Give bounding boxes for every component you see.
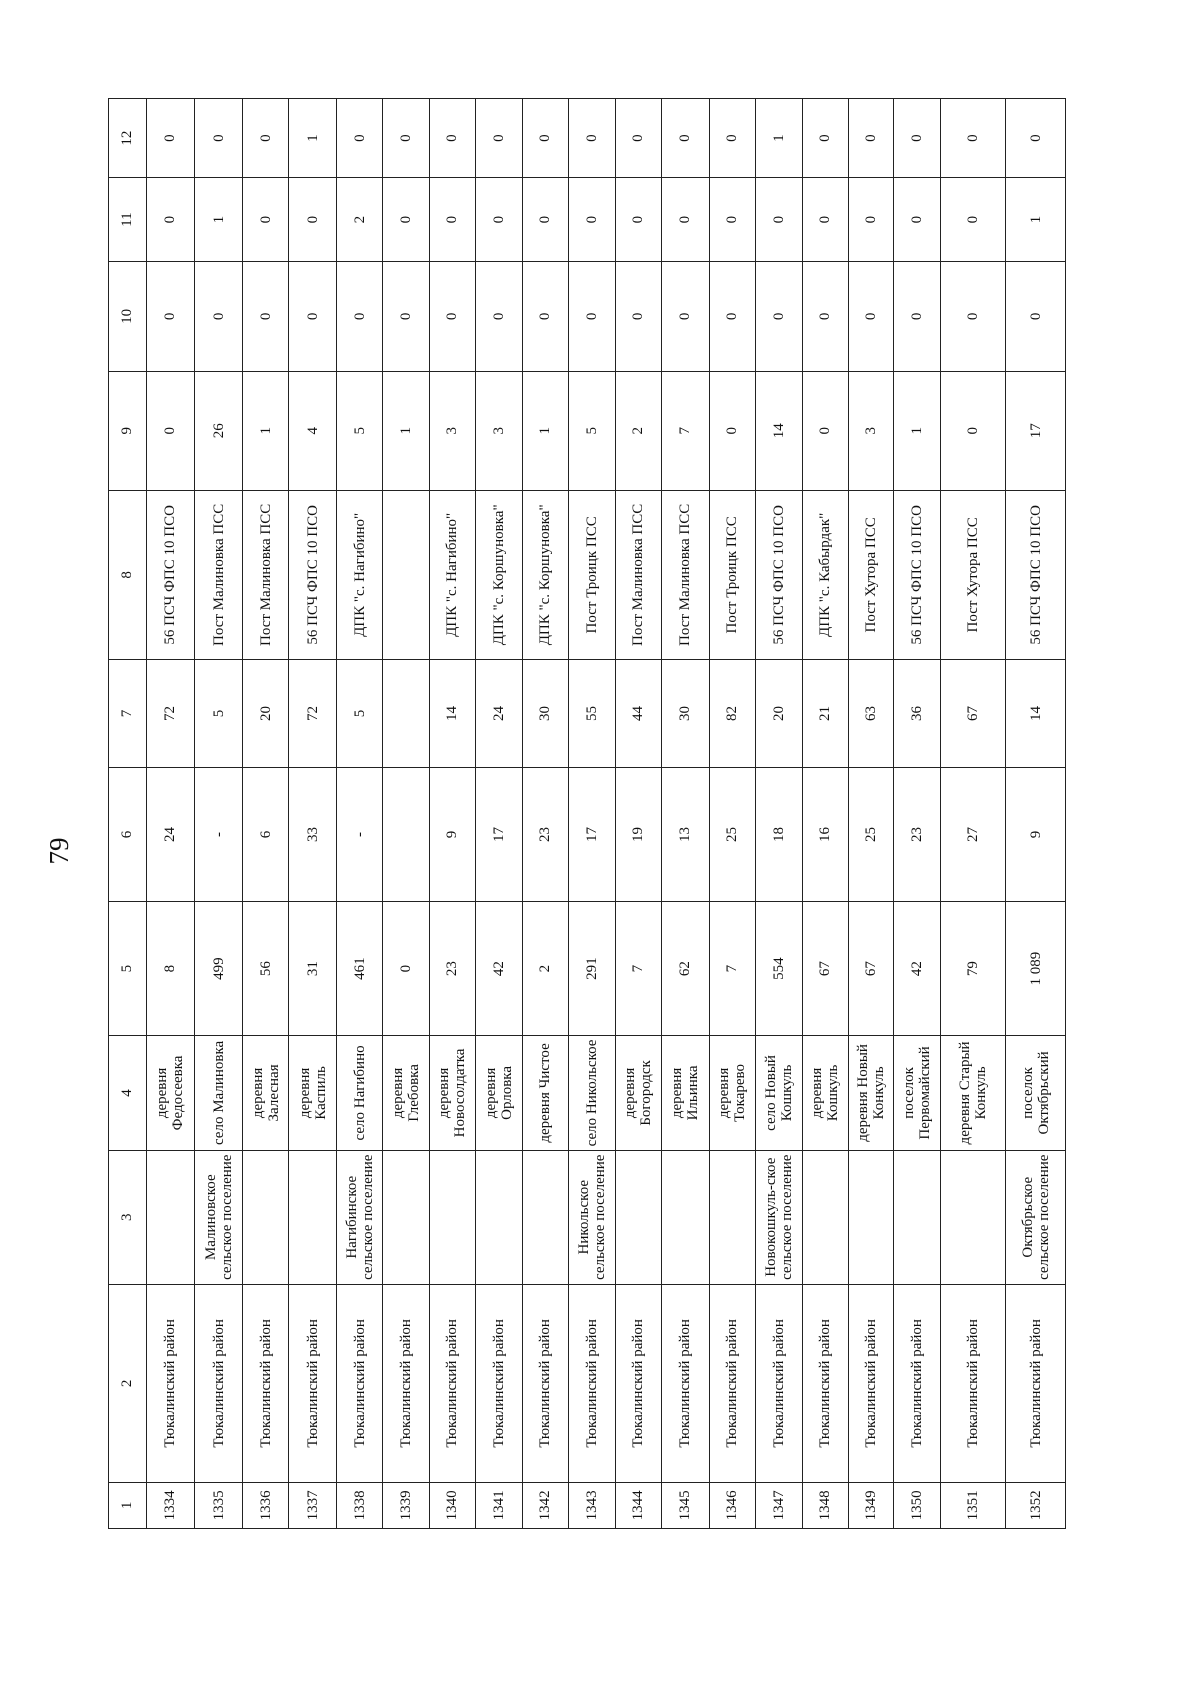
col-9-cell: 17 bbox=[1006, 371, 1066, 490]
header-cell: 7 bbox=[109, 660, 147, 768]
row-number-cell: 1339 bbox=[383, 1482, 429, 1528]
col-10-cell: 0 bbox=[756, 261, 802, 371]
header-cell: 6 bbox=[109, 767, 147, 901]
district-cell: Тюкалинский район bbox=[940, 1284, 1005, 1482]
settlement-cell bbox=[522, 1150, 568, 1284]
locality-cell: село Нагибино bbox=[336, 1036, 382, 1150]
col-10-cell: 0 bbox=[195, 261, 243, 371]
col-5-cell: 56 bbox=[242, 902, 288, 1036]
col-7-cell: 72 bbox=[146, 660, 195, 768]
fire-unit-cell: 56 ПСЧ ФПС 10 ПСО bbox=[146, 490, 195, 659]
col-9-cell: 1 bbox=[522, 371, 568, 490]
col-10-cell: 0 bbox=[802, 261, 848, 371]
col-6-cell: 23 bbox=[894, 767, 940, 901]
col-7-cell: 21 bbox=[802, 660, 848, 768]
col-12-cell: 0 bbox=[476, 99, 522, 178]
col-6-cell: 18 bbox=[756, 767, 802, 901]
locality-cell: село Новый Кошкуль bbox=[756, 1036, 802, 1150]
col-10-cell: 0 bbox=[662, 261, 710, 371]
header-cell: 2 bbox=[109, 1284, 147, 1482]
col-10-cell: 0 bbox=[383, 261, 429, 371]
col-7-cell: 30 bbox=[662, 660, 710, 768]
fire-unit-cell: ДПК "с. Коршуновка" bbox=[522, 490, 568, 659]
col-11-cell: 1 bbox=[1006, 178, 1066, 262]
header-cell: 12 bbox=[109, 99, 147, 178]
row-number-cell: 1352 bbox=[1006, 1482, 1066, 1528]
col-11-cell: 0 bbox=[756, 178, 802, 262]
col-12-cell: 0 bbox=[242, 99, 288, 178]
col-10-cell: 0 bbox=[709, 261, 755, 371]
header-row bbox=[109, 99, 147, 1529]
row-number-cell: 1350 bbox=[894, 1482, 940, 1528]
locality-cell: деревня Богородск bbox=[615, 1036, 661, 1150]
col-7-cell: 55 bbox=[569, 660, 615, 768]
table-row bbox=[383, 99, 429, 1529]
col-7-cell: 63 bbox=[848, 660, 893, 768]
col-11-cell: 0 bbox=[146, 178, 195, 262]
col-5-cell: 499 bbox=[195, 902, 243, 1036]
district-cell: Тюкалинский район bbox=[242, 1284, 288, 1482]
col-6-cell: 16 bbox=[802, 767, 848, 901]
col-9-cell: 3 bbox=[476, 371, 522, 490]
col-10-cell: 0 bbox=[242, 261, 288, 371]
table-row bbox=[615, 99, 661, 1529]
col-5-cell: 62 bbox=[662, 902, 710, 1036]
district-cell: Тюкалинский район bbox=[195, 1284, 243, 1482]
settlement-cell bbox=[894, 1150, 940, 1284]
locality-cell: деревня Залесная bbox=[242, 1036, 288, 1150]
col-7-cell: 5 bbox=[195, 660, 243, 768]
row-number-cell: 1346 bbox=[709, 1482, 755, 1528]
locality-cell: деревня Кошкуль bbox=[802, 1036, 848, 1150]
settlement-cell bbox=[429, 1150, 475, 1284]
col-10-cell: 0 bbox=[894, 261, 940, 371]
settlements-table bbox=[108, 98, 1066, 1529]
col-6-cell: 17 bbox=[569, 767, 615, 901]
row-number-cell: 1347 bbox=[756, 1482, 802, 1528]
table-row bbox=[848, 99, 893, 1529]
district-cell: Тюкалинский район bbox=[709, 1284, 755, 1482]
col-12-cell: 1 bbox=[289, 99, 337, 178]
col-10-cell: 0 bbox=[289, 261, 337, 371]
table-row bbox=[894, 99, 940, 1529]
fire-unit-cell: ДПК "с. Кабырдак" bbox=[802, 490, 848, 659]
col-7-cell: 30 bbox=[522, 660, 568, 768]
col-7-cell: 72 bbox=[289, 660, 337, 768]
col-12-cell: 0 bbox=[709, 99, 755, 178]
col-12-cell: 0 bbox=[383, 99, 429, 178]
header-cell: 3 bbox=[109, 1150, 147, 1284]
table-row bbox=[662, 99, 710, 1529]
table-row bbox=[1006, 99, 1066, 1529]
col-10-cell: 0 bbox=[476, 261, 522, 371]
col-6-cell: 17 bbox=[476, 767, 522, 901]
col-11-cell: 2 bbox=[336, 178, 382, 262]
col-7-cell: 20 bbox=[242, 660, 288, 768]
settlement-cell bbox=[146, 1150, 195, 1284]
row-number-cell: 1335 bbox=[195, 1482, 243, 1528]
locality-cell: деревня Чистое bbox=[522, 1036, 568, 1150]
col-11-cell: 0 bbox=[476, 178, 522, 262]
settlement-cell: Малиновское сельское поселение bbox=[195, 1150, 243, 1284]
row-number-cell: 1343 bbox=[569, 1482, 615, 1528]
col-12-cell: 0 bbox=[569, 99, 615, 178]
col-5-cell: 79 bbox=[940, 902, 1005, 1036]
district-cell: Тюкалинский район bbox=[848, 1284, 893, 1482]
col-10-cell: 0 bbox=[615, 261, 661, 371]
col-6-cell bbox=[383, 767, 429, 901]
settlement-cell bbox=[662, 1150, 710, 1284]
col-9-cell: 14 bbox=[756, 371, 802, 490]
row-number-cell: 1337 bbox=[289, 1482, 337, 1528]
col-6-cell: 24 bbox=[146, 767, 195, 901]
settlement-cell bbox=[289, 1150, 337, 1284]
fire-unit-cell: ДПК "с. Коршуновка" bbox=[476, 490, 522, 659]
locality-cell: деревня Старый Конкуль bbox=[940, 1036, 1005, 1150]
col-6-cell: 13 bbox=[662, 767, 710, 901]
col-7-cell: 24 bbox=[476, 660, 522, 768]
col-6-cell: - bbox=[336, 767, 382, 901]
district-cell: Тюкалинский район bbox=[522, 1284, 568, 1482]
table-row bbox=[522, 99, 568, 1529]
col-12-cell: 0 bbox=[336, 99, 382, 178]
fire-unit-cell bbox=[383, 490, 429, 659]
locality-cell: село Никольское bbox=[569, 1036, 615, 1150]
col-12-cell: 0 bbox=[894, 99, 940, 178]
row-number-cell: 1349 bbox=[848, 1482, 893, 1528]
col-7-cell: 14 bbox=[1006, 660, 1066, 768]
col-5-cell: 291 bbox=[569, 902, 615, 1036]
settlement-cell bbox=[242, 1150, 288, 1284]
settlement-cell: Никольское сельское поселение bbox=[569, 1150, 615, 1284]
row-number-cell: 1342 bbox=[522, 1482, 568, 1528]
table-row bbox=[476, 99, 522, 1529]
locality-cell: поселок Первомайский bbox=[894, 1036, 940, 1150]
col-12-cell: 0 bbox=[522, 99, 568, 178]
col-5-cell: 0 bbox=[383, 902, 429, 1036]
col-5-cell: 67 bbox=[802, 902, 848, 1036]
district-cell: Тюкалинский район bbox=[569, 1284, 615, 1482]
col-7-cell: 82 bbox=[709, 660, 755, 768]
fire-unit-cell: 56 ПСЧ ФПС 10 ПСО bbox=[1006, 490, 1066, 659]
col-9-cell: 0 bbox=[709, 371, 755, 490]
col-11-cell: 0 bbox=[242, 178, 288, 262]
col-9-cell: 0 bbox=[940, 371, 1005, 490]
table-row bbox=[429, 99, 475, 1529]
locality-cell: село Малиновка bbox=[195, 1036, 243, 1150]
col-6-cell: 9 bbox=[429, 767, 475, 901]
settlement-cell bbox=[709, 1150, 755, 1284]
col-6-cell: 33 bbox=[289, 767, 337, 901]
col-7-cell: 36 bbox=[894, 660, 940, 768]
col-12-cell: 0 bbox=[429, 99, 475, 178]
col-10-cell: 0 bbox=[848, 261, 893, 371]
header-cell: 9 bbox=[109, 371, 147, 490]
col-6-cell: 19 bbox=[615, 767, 661, 901]
col-11-cell: 0 bbox=[289, 178, 337, 262]
col-10-cell: 0 bbox=[429, 261, 475, 371]
col-5-cell: 1 089 bbox=[1006, 902, 1066, 1036]
header-cell: 8 bbox=[109, 490, 147, 659]
col-11-cell: 0 bbox=[848, 178, 893, 262]
col-5-cell: 31 bbox=[289, 902, 337, 1036]
col-6-cell: 25 bbox=[709, 767, 755, 901]
col-11-cell: 0 bbox=[709, 178, 755, 262]
col-9-cell: 5 bbox=[569, 371, 615, 490]
settlement-cell bbox=[615, 1150, 661, 1284]
col-5-cell: 42 bbox=[476, 902, 522, 1036]
fire-unit-cell: 56 ПСЧ ФПС 10 ПСО bbox=[289, 490, 337, 659]
locality-cell: деревня Ильинка bbox=[662, 1036, 710, 1150]
locality-cell: деревня Глебовка bbox=[383, 1036, 429, 1150]
col-9-cell: 0 bbox=[802, 371, 848, 490]
col-12-cell: 0 bbox=[195, 99, 243, 178]
table-row bbox=[709, 99, 755, 1529]
col-6-cell: 9 bbox=[1006, 767, 1066, 901]
locality-cell: деревня Федосеевка bbox=[146, 1036, 195, 1150]
settlement-cell bbox=[940, 1150, 1005, 1284]
col-10-cell: 0 bbox=[146, 261, 195, 371]
row-number-cell: 1345 bbox=[662, 1482, 710, 1528]
col-7-cell bbox=[383, 660, 429, 768]
row-number-cell: 1344 bbox=[615, 1482, 661, 1528]
col-11-cell: 0 bbox=[940, 178, 1005, 262]
fire-unit-cell: 56 ПСЧ ФПС 10 ПСО bbox=[894, 490, 940, 659]
district-cell: Тюкалинский район bbox=[289, 1284, 337, 1482]
col-6-cell: 23 bbox=[522, 767, 568, 901]
table-row bbox=[195, 99, 243, 1529]
rotated-table-wrapper bbox=[108, 98, 1066, 1529]
fire-unit-cell: Пост Хутора ПСС bbox=[940, 490, 1005, 659]
col-5-cell: 23 bbox=[429, 902, 475, 1036]
row-number-cell: 1340 bbox=[429, 1482, 475, 1528]
col-10-cell: 0 bbox=[1006, 261, 1066, 371]
table-row bbox=[802, 99, 848, 1529]
fire-unit-cell: Пост Малиновка ПСС bbox=[195, 490, 243, 659]
district-cell: Тюкалинский район bbox=[802, 1284, 848, 1482]
district-cell: Тюкалинский район bbox=[756, 1284, 802, 1482]
district-cell: Тюкалинский район bbox=[1006, 1284, 1066, 1482]
col-6-cell: 25 bbox=[848, 767, 893, 901]
col-11-cell: 0 bbox=[522, 178, 568, 262]
col-9-cell: 1 bbox=[242, 371, 288, 490]
locality-cell: деревня Токарево bbox=[709, 1036, 755, 1150]
settlement-cell bbox=[383, 1150, 429, 1284]
col-9-cell: 0 bbox=[146, 371, 195, 490]
col-7-cell: 14 bbox=[429, 660, 475, 768]
settlement-cell: Октябрьское сельское поселение bbox=[1006, 1150, 1066, 1284]
col-12-cell: 0 bbox=[615, 99, 661, 178]
col-11-cell: 1 bbox=[195, 178, 243, 262]
fire-unit-cell: ДПК "с. Нагибино" bbox=[429, 490, 475, 659]
table-row bbox=[146, 99, 195, 1529]
row-number-cell: 1336 bbox=[242, 1482, 288, 1528]
col-11-cell: 0 bbox=[429, 178, 475, 262]
district-cell: Тюкалинский район bbox=[662, 1284, 710, 1482]
col-7-cell: 67 bbox=[940, 660, 1005, 768]
page-number: 79 bbox=[44, 837, 74, 865]
col-12-cell: 0 bbox=[802, 99, 848, 178]
table-row bbox=[756, 99, 802, 1529]
col-12-cell: 1 bbox=[756, 99, 802, 178]
col-10-cell: 0 bbox=[522, 261, 568, 371]
row-number-cell: 1351 bbox=[940, 1482, 1005, 1528]
locality-cell: деревня Новый Конкуль bbox=[848, 1036, 893, 1150]
fire-unit-cell: Пост Малиновка ПСС bbox=[615, 490, 661, 659]
fire-unit-cell: 56 ПСЧ ФПС 10 ПСО bbox=[756, 490, 802, 659]
col-7-cell: 5 bbox=[336, 660, 382, 768]
table-row bbox=[336, 99, 382, 1529]
locality-cell: поселок Октябрьский bbox=[1006, 1036, 1066, 1150]
locality-cell: деревня Каспиль bbox=[289, 1036, 337, 1150]
col-10-cell: 0 bbox=[569, 261, 615, 371]
col-9-cell: 4 bbox=[289, 371, 337, 490]
col-12-cell: 0 bbox=[848, 99, 893, 178]
col-5-cell: 461 bbox=[336, 902, 382, 1036]
district-cell: Тюкалинский район bbox=[476, 1284, 522, 1482]
settlement-cell: Новокошкуль-ское сельское поселение bbox=[756, 1150, 802, 1284]
district-cell: Тюкалинский район bbox=[429, 1284, 475, 1482]
row-number-cell: 1341 bbox=[476, 1482, 522, 1528]
col-7-cell: 20 bbox=[756, 660, 802, 768]
settlement-cell bbox=[848, 1150, 893, 1284]
col-9-cell: 1 bbox=[383, 371, 429, 490]
fire-unit-cell: ДПК "с. Нагибино" bbox=[336, 490, 382, 659]
col-9-cell: 1 bbox=[894, 371, 940, 490]
col-9-cell: 5 bbox=[336, 371, 382, 490]
col-11-cell: 0 bbox=[802, 178, 848, 262]
col-11-cell: 0 bbox=[894, 178, 940, 262]
col-10-cell: 0 bbox=[336, 261, 382, 371]
district-cell: Тюкалинский район bbox=[383, 1284, 429, 1482]
col-12-cell: 0 bbox=[1006, 99, 1066, 178]
row-number-cell: 1338 bbox=[336, 1482, 382, 1528]
fire-unit-cell: Пост Малиновка ПСС bbox=[662, 490, 710, 659]
col-10-cell: 0 bbox=[940, 261, 1005, 371]
col-11-cell: 0 bbox=[615, 178, 661, 262]
col-12-cell: 0 bbox=[146, 99, 195, 178]
locality-cell: деревня Новосолдатка bbox=[429, 1036, 475, 1150]
district-cell: Тюкалинский район bbox=[146, 1284, 195, 1482]
col-12-cell: 0 bbox=[940, 99, 1005, 178]
col-5-cell: 2 bbox=[522, 902, 568, 1036]
col-5-cell: 42 bbox=[894, 902, 940, 1036]
col-5-cell: 7 bbox=[709, 902, 755, 1036]
table-row bbox=[940, 99, 1005, 1529]
fire-unit-cell: Пост Хутора ПСС bbox=[848, 490, 893, 659]
fire-unit-cell: Пост Малиновка ПСС bbox=[242, 490, 288, 659]
col-5-cell: 7 bbox=[615, 902, 661, 1036]
col-7-cell: 44 bbox=[615, 660, 661, 768]
col-5-cell: 67 bbox=[848, 902, 893, 1036]
col-11-cell: 0 bbox=[662, 178, 710, 262]
district-cell: Тюкалинский район bbox=[336, 1284, 382, 1482]
col-12-cell: 0 bbox=[662, 99, 710, 178]
district-cell: Тюкалинский район bbox=[615, 1284, 661, 1482]
col-11-cell: 0 bbox=[383, 178, 429, 262]
header-cell: 1 bbox=[109, 1482, 147, 1528]
district-cell: Тюкалинский район bbox=[894, 1284, 940, 1482]
table-row bbox=[242, 99, 288, 1529]
col-6-cell: 6 bbox=[242, 767, 288, 901]
settlement-cell: Нагибинское сельское поселение bbox=[336, 1150, 382, 1284]
col-9-cell: 3 bbox=[429, 371, 475, 490]
col-6-cell: - bbox=[195, 767, 243, 901]
fire-unit-cell: Пост Троицк ПСС bbox=[709, 490, 755, 659]
col-11-cell: 0 bbox=[569, 178, 615, 262]
col-5-cell: 8 bbox=[146, 902, 195, 1036]
header-cell: 11 bbox=[109, 178, 147, 262]
settlement-cell bbox=[802, 1150, 848, 1284]
row-number-cell: 1334 bbox=[146, 1482, 195, 1528]
locality-cell: деревня Орловка bbox=[476, 1036, 522, 1150]
settlement-cell bbox=[476, 1150, 522, 1284]
row-number-cell: 1348 bbox=[802, 1482, 848, 1528]
header-cell: 10 bbox=[109, 261, 147, 371]
table-row bbox=[569, 99, 615, 1529]
header-cell: 4 bbox=[109, 1036, 147, 1150]
col-6-cell: 27 bbox=[940, 767, 1005, 901]
col-9-cell: 2 bbox=[615, 371, 661, 490]
table-row bbox=[289, 99, 337, 1529]
col-9-cell: 7 bbox=[662, 371, 710, 490]
col-9-cell: 26 bbox=[195, 371, 243, 490]
col-5-cell: 554 bbox=[756, 902, 802, 1036]
header-cell: 5 bbox=[109, 902, 147, 1036]
fire-unit-cell: Пост Троицк ПСС bbox=[569, 490, 615, 659]
col-9-cell: 3 bbox=[848, 371, 893, 490]
